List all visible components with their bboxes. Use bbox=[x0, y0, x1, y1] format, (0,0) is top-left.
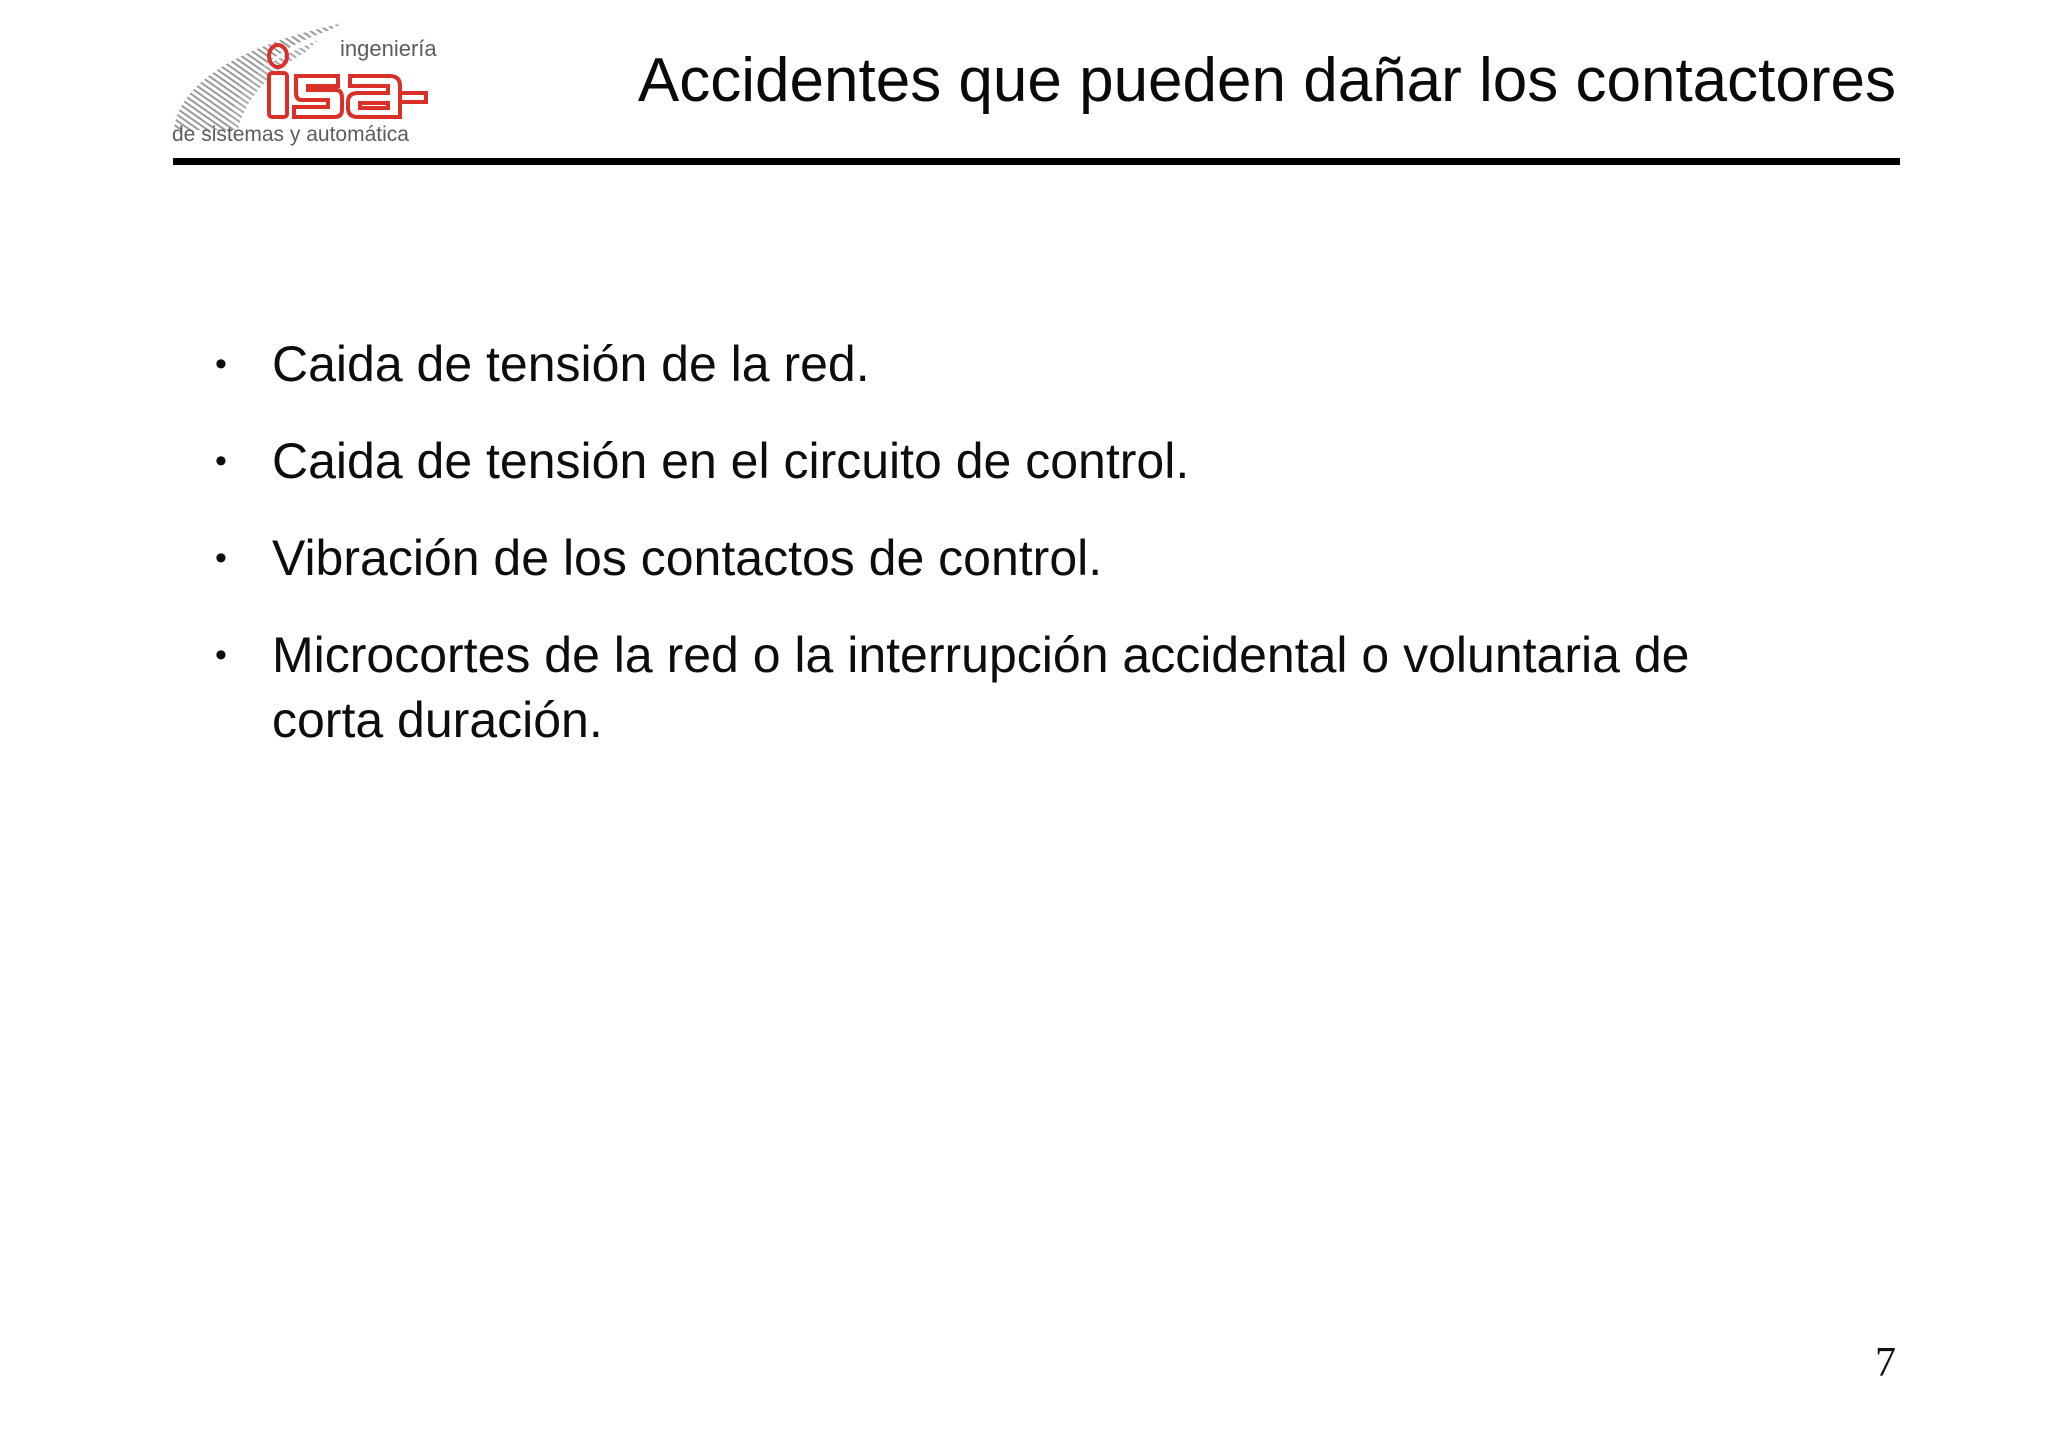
bullet-text: Microcortes de la red o la interrupción accidental o voluntaria de corta duración. bbox=[272, 627, 1690, 748]
bullet-icon: • bbox=[215, 636, 227, 674]
slide-title: Accidentes que pueden dañar los contactores bbox=[637, 46, 1896, 115]
title-divider bbox=[173, 158, 1900, 165]
bullet-text: Caida de tensión en el circuito de control. bbox=[272, 433, 1190, 489]
logo-text-bottom: de sistemas y automática bbox=[172, 123, 409, 146]
bullet-icon: • bbox=[215, 539, 227, 577]
list-item bbox=[206, 623, 1766, 753]
bullet-text: Caida de tensión de la red. bbox=[272, 336, 870, 392]
bullet-icon: • bbox=[215, 345, 227, 383]
bullet-icon: • bbox=[215, 442, 227, 480]
list-item bbox=[206, 429, 1766, 494]
bullet-text: Vibración de los contactos de control. bbox=[272, 530, 1103, 586]
list-item bbox=[206, 526, 1766, 591]
bullet-list bbox=[206, 332, 1766, 785]
logo-text-top: ingeniería bbox=[340, 36, 437, 61]
list-item bbox=[206, 332, 1766, 397]
page-number: 7 bbox=[1875, 1340, 1896, 1386]
company-logo bbox=[168, 18, 448, 153]
